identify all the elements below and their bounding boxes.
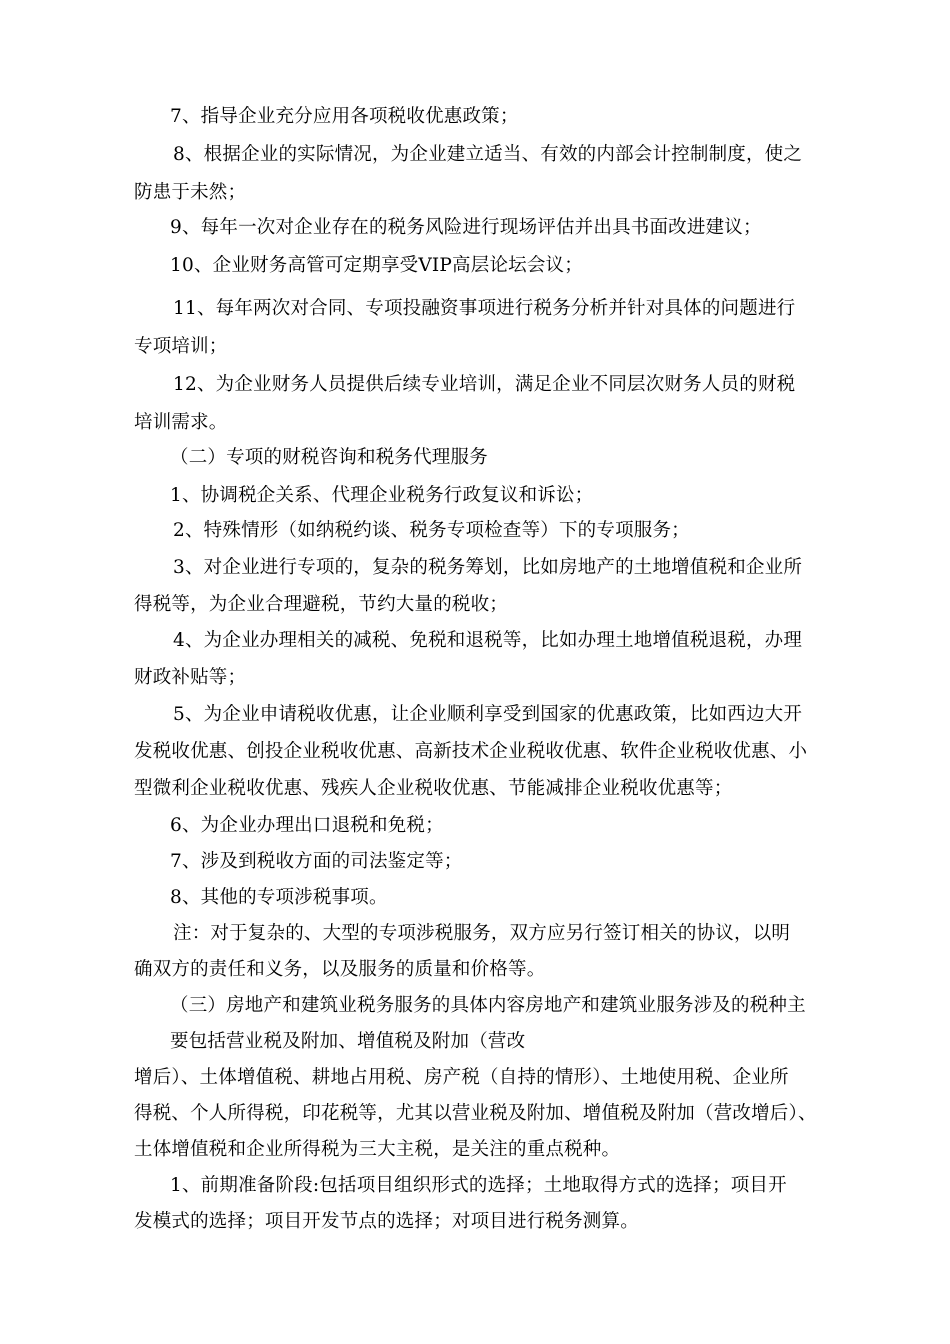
text-line: 土体增值税和企业所得税为三大主税，是关注的重点税种。 <box>134 1139 621 1160</box>
text-line: 6、为企业办理出口退税和免税； <box>170 815 444 836</box>
section-heading: 要包括营业税及附加、增值税及附加（营改 <box>170 1031 526 1052</box>
text-line: 专项培训； <box>134 336 228 357</box>
text-line: 9、每年一次对企业存在的税务风险进行现场评估并出具书面改进建议； <box>170 217 762 238</box>
text-line: 型微利企业税收优惠、残疾人企业税收优惠、节能减排企业税收优惠等； <box>134 778 733 799</box>
note-line: 注：对于复杂的、大型的专项涉税服务，双方应另行签订相关的协议，以明 <box>173 923 791 944</box>
text-line: 1、协调税企关系、代理企业税务行政复议和诉讼； <box>170 485 594 506</box>
text-line: 5、为企业申请税收优惠，让企业顺利享受到国家的优惠政策，比如西边大开 <box>173 704 803 725</box>
text-line: 财政补贴等； <box>134 667 247 688</box>
section-heading: （二）专项的财税咨询和税务代理服务 <box>170 447 488 468</box>
text-line: 8、其他的专项涉税事项。 <box>170 887 388 908</box>
text-line: 7、指导企业充分应用各项税收优惠政策； <box>170 106 519 127</box>
text-line: 发税收优惠、创投企业税收优惠、高新技术企业税收优惠、软件企业税收优惠、小 <box>134 741 808 762</box>
text-line: 10、企业财务高管可定期享受VIP高层论坛会议； <box>170 255 583 276</box>
section-heading: （三）房地产和建筑业税务服务的具体内容房地产和建筑业服务涉及的税种主 <box>170 995 806 1016</box>
text-line: 12、为企业财务人员提供后续专业培训，满足企业不同层次财务人员的财税 <box>173 374 796 395</box>
text-line: 1、前期准备阶段:包括项目组织形式的选择；土地取得方式的选择；项目开 <box>170 1175 787 1196</box>
text-line: 得税、个人所得税，印花税等，尤其以营业税及附加、增值税及附加（营改增后）、 <box>134 1103 817 1124</box>
text-line: 防患于未然； <box>134 182 247 203</box>
text-line: 得税等，为企业合理避税，节约大量的税收； <box>134 594 509 615</box>
text-line: 发模式的选择；项目开发节点的选择；对项目进行税务测算。 <box>134 1211 639 1232</box>
text-line: 增后）、土体增值税、耕地占用税、房产税（自持的情形）、土地使用税、企业所 <box>134 1067 789 1088</box>
text-line: 2、特殊情形（如纳税约谈、税务专项检查等）下的专项服务； <box>173 520 690 541</box>
text-line: 培训需求。 <box>134 412 228 433</box>
text-line: 3、对企业进行专项的，复杂的税务筹划，比如房地产的土地增值税和企业所 <box>173 557 803 578</box>
text-line: 4、为企业办理相关的减税、免税和退税等，比如办理土地增值税退税，办理 <box>173 630 803 651</box>
text-line: 7、涉及到税收方面的司法鉴定等； <box>170 851 463 872</box>
note-line: 确双方的责任和义务，以及服务的质量和价格等。 <box>134 959 546 980</box>
text-line: 11、每年两次对合同、专项投融资事项进行税务分析并针对具体的问题进行 <box>173 298 796 319</box>
text-line: 8、根据企业的实际情况，为企业建立适当、有效的内部会计控制制度，使之 <box>173 144 803 165</box>
